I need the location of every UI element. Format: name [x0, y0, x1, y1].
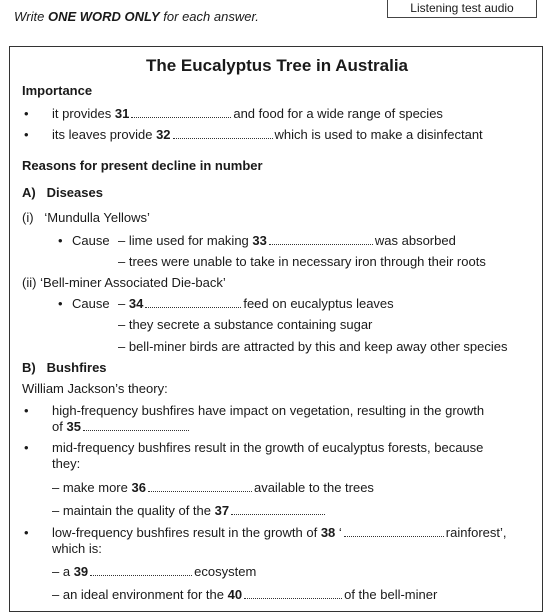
page-title: The Eucalyptus Tree in Australia: [145, 56, 408, 75]
bullet: •: [58, 233, 63, 248]
high-frequency-line: high-frequency bushfires have impact on vegetation, resulting in the growth: [52, 403, 485, 418]
bullet: •: [24, 127, 29, 142]
instruction-text: Write ONE WORD ONLY for each answer.: [14, 9, 259, 24]
item-q33: – lime used for making 33 was absorbed: [118, 233, 456, 248]
mid-frequency-line: mid-frequency bushfires result in the growth of eucalyptus forests, because: [52, 440, 484, 455]
answer-gap-36[interactable]: [148, 480, 252, 492]
diseases-heading: A) Diseases: [22, 185, 103, 200]
answer-gap-34[interactable]: [145, 296, 241, 308]
cause-label: Cause: [72, 233, 110, 248]
cause-label: Cause: [72, 296, 110, 311]
cause-line: – they secrete a substance containing sugar: [118, 317, 373, 332]
answer-gap-31[interactable]: [131, 106, 231, 118]
importance-heading: Importance: [22, 83, 93, 98]
low-frequency-line: which is:: [52, 541, 102, 556]
bullet: •: [24, 440, 29, 455]
item-q40: – an ideal environment for the 40 of the bell-miner: [52, 587, 438, 602]
mid-frequency-line: they:: [52, 456, 81, 471]
item-q32: its leaves provide 32 which is used to make a disinfectant: [52, 127, 483, 142]
bullet: •: [24, 106, 29, 121]
item-q34: – 34 feed on eucalyptus leaves: [118, 296, 394, 311]
bullet: •: [24, 525, 29, 540]
theory-label: William Jackson’s theory:: [22, 381, 168, 396]
item-q36: – make more 36 available to the trees: [52, 480, 374, 495]
disease-ii: (ii) ‘Bell-miner Associated Die-back’: [22, 275, 226, 290]
answer-gap-40[interactable]: [244, 587, 342, 599]
answer-gap-38[interactable]: [344, 525, 444, 537]
listening-audio-button[interactable]: Listening test audio: [387, 0, 537, 18]
bullet: •: [24, 403, 29, 418]
answer-gap-35[interactable]: [83, 419, 189, 431]
item-q31: it provides 31 and food for a wide range of species: [52, 106, 443, 121]
bullet: •: [58, 296, 63, 311]
item-q37: – maintain the quality of the 37: [52, 503, 327, 519]
disease-i: (i) ‘Mundulla Yellows’: [22, 210, 150, 225]
cause-line: – trees were unable to take in necessary iron through their roots: [118, 254, 486, 269]
answer-gap-39[interactable]: [90, 564, 192, 576]
answer-gap-33[interactable]: [269, 233, 373, 245]
bushfires-heading: B) Bushfires: [22, 360, 107, 375]
cause-line: – bell-miner birds are attracted by this and keep away other species: [118, 339, 508, 354]
reasons-heading: Reasons for present decline in number: [22, 158, 263, 173]
item-q35: of 35: [52, 419, 191, 435]
answer-gap-32[interactable]: [173, 127, 273, 139]
answer-gap-37[interactable]: [231, 503, 325, 515]
item-q39: – a 39 ecosystem: [52, 564, 257, 579]
item-q38: low-frequency bushfires result in the growth of 38 ‘ rainforest’,: [52, 525, 507, 540]
